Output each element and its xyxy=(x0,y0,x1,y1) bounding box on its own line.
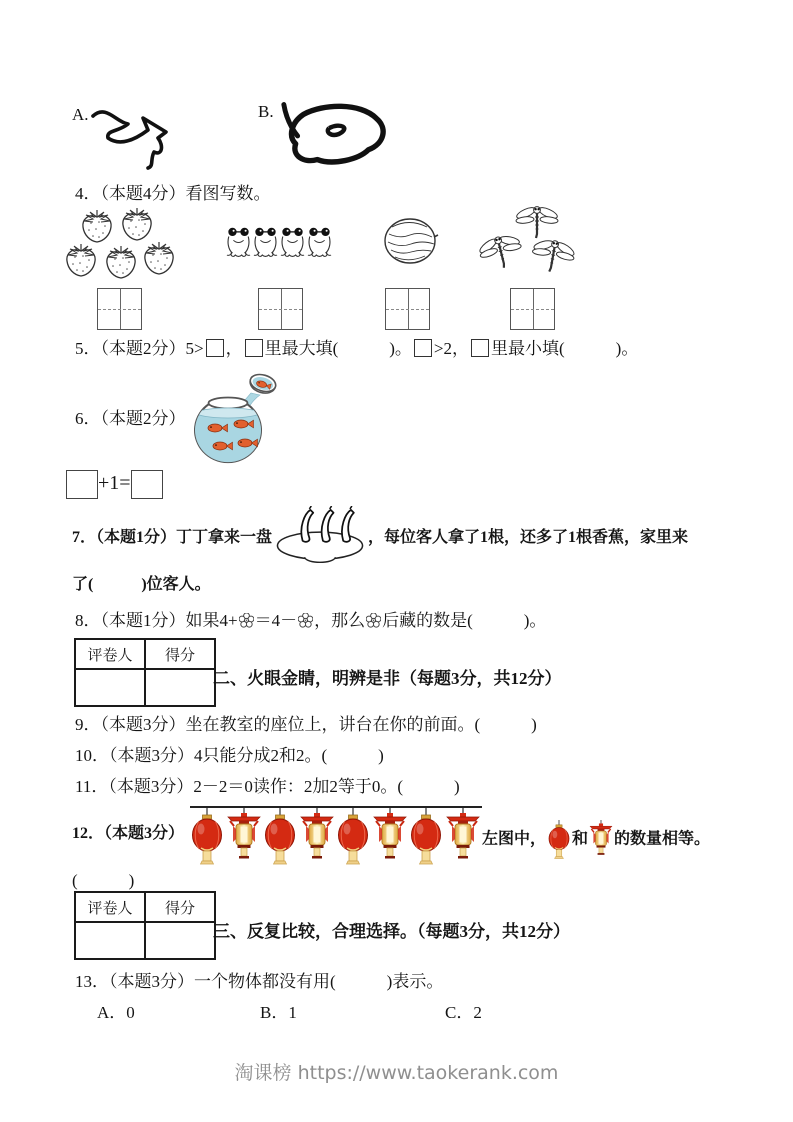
gold-lantern-icon xyxy=(227,808,261,866)
grader-label: 评卷人 xyxy=(75,892,145,922)
question-12-answer-blank: ( ) xyxy=(72,871,135,890)
walnut-icon xyxy=(383,216,439,266)
q5-part3: 里最大填( )。 xyxy=(264,339,412,358)
flower-icon xyxy=(298,613,313,628)
question-8-text xyxy=(75,610,546,633)
answer-grid-2 xyxy=(258,288,303,330)
question-7-line2: 了( )位客人。 xyxy=(72,576,211,593)
frog-icon xyxy=(226,226,251,260)
section-3-title: 三、反复比较，合理选择。（每题3分，共12分） xyxy=(213,922,570,941)
question-9-text: 9．（本题3分）坐在教室的座位上，讲台在你的前面。( ) xyxy=(75,715,537,734)
equation-box-right xyxy=(131,470,163,499)
score-label: 得分 xyxy=(145,892,215,922)
question-12-statement xyxy=(482,820,710,860)
blank-box xyxy=(414,339,432,357)
question-13-text: 13．（本题3分）一个物体都没有用( )表示。 xyxy=(75,972,444,991)
q8-part1: 8．（本题1分）如果4+ xyxy=(75,611,238,630)
banana-plate-illustration xyxy=(272,506,368,564)
grader-cell-empty xyxy=(75,922,145,959)
flower-symbol xyxy=(239,612,254,633)
red-lantern-icon xyxy=(263,808,297,866)
gold-lantern-small xyxy=(589,820,613,860)
option-a: A．0 xyxy=(97,1003,135,1022)
dragonfly-icon xyxy=(527,234,579,277)
q5-part4: >2， xyxy=(433,339,470,358)
red-lantern-icon xyxy=(409,808,443,866)
closed-curve-shape-b xyxy=(274,98,392,170)
q5-part2: ， xyxy=(225,339,243,358)
footer-watermark: 淘课榜 https://www.taokerank.com xyxy=(234,1062,559,1084)
red-lantern-icon xyxy=(190,808,224,866)
question-7-line1 xyxy=(72,505,688,565)
q4-group-frogs xyxy=(226,222,336,266)
q12-part3: 的数量相等。 xyxy=(614,830,711,848)
q4-group-strawberries xyxy=(62,206,180,290)
equation-operator-text: +1= xyxy=(98,472,131,495)
strawberry-icon xyxy=(118,206,156,242)
blank-box xyxy=(471,339,489,357)
question-4-text: 4．（本题4分）看图写数。 xyxy=(75,184,271,203)
flower-icon xyxy=(239,613,254,628)
open-curve-shape-a xyxy=(88,102,188,170)
strawberry-icon xyxy=(102,244,140,280)
q4-group-walnut xyxy=(383,214,441,268)
answer-grid-3 xyxy=(385,288,430,330)
red-lantern-icon xyxy=(336,808,370,866)
strawberry-icon xyxy=(78,208,116,244)
red-lantern-icon xyxy=(547,820,571,860)
q5-part5: 里最小填( )。 xyxy=(491,339,639,358)
frog-icon xyxy=(253,226,278,260)
score-cell-empty xyxy=(145,669,215,706)
q5-part1: 5．（本题2分）5> xyxy=(75,339,204,358)
lantern-row xyxy=(190,806,482,872)
strawberry-icon xyxy=(62,242,100,278)
strawberry-icon xyxy=(140,240,178,276)
shape-a-label: A. xyxy=(72,105,89,124)
score-table-section3 xyxy=(74,891,216,960)
score-table-section2 xyxy=(74,638,216,707)
q6-equation xyxy=(66,470,163,499)
question-5-text xyxy=(75,338,638,359)
score-cell-empty xyxy=(145,922,215,959)
q7-part2: ，每位客人拿了1根，还多了1根香蕉，家里来 xyxy=(368,528,689,546)
gold-lantern-icon xyxy=(589,820,613,860)
frog-icon xyxy=(307,226,332,260)
flower-icon xyxy=(366,613,381,628)
question-12-label: 12．（本题3分） xyxy=(72,825,185,842)
gold-lantern-icon xyxy=(300,808,334,866)
blank-box xyxy=(206,339,224,357)
dragonfly-icon xyxy=(474,229,527,275)
equation-box-left xyxy=(66,470,98,499)
grader-cell-empty xyxy=(75,669,145,706)
option-c: C．2 xyxy=(445,1003,482,1022)
q8-part3: ，那么 xyxy=(314,611,366,630)
question-10-text: 10．（本题3分）4只能分成2和2。( ) xyxy=(75,746,384,765)
q8-part2: ＝4－ xyxy=(254,611,298,630)
red-lantern-small xyxy=(547,820,571,860)
grader-label: 评卷人 xyxy=(75,639,145,669)
q7-part1: 7．（本题1分）丁丁拿来一盘 xyxy=(72,528,273,546)
option-b: B．1 xyxy=(260,1003,297,1022)
question-11-text: 11．（本题3分）2－2＝0读作：2加2等于0。( ) xyxy=(75,777,460,796)
fishbowl-illustration xyxy=(175,366,290,470)
answer-grid-1 xyxy=(97,288,142,330)
shape-b-label: B. xyxy=(258,102,274,121)
flower-symbol xyxy=(366,612,381,633)
frog-icon xyxy=(280,226,305,260)
q8-part4: 后藏的数是( )。 xyxy=(382,611,547,630)
gold-lantern-icon xyxy=(446,808,480,866)
blank-box xyxy=(245,339,263,357)
section-2-title: 二、火眼金睛，明辨是非（每题3分，共12分） xyxy=(213,669,562,688)
flower-symbol xyxy=(298,612,313,633)
q12-part1: 左图中， xyxy=(482,830,547,848)
gold-lantern-icon xyxy=(373,808,407,866)
score-label: 得分 xyxy=(145,639,215,669)
q4-group-dragonflies xyxy=(478,204,580,282)
question-6-text: 6．（本题2分） xyxy=(75,409,186,428)
answer-grid-4 xyxy=(510,288,555,330)
q12-part2: 和 xyxy=(572,830,589,848)
